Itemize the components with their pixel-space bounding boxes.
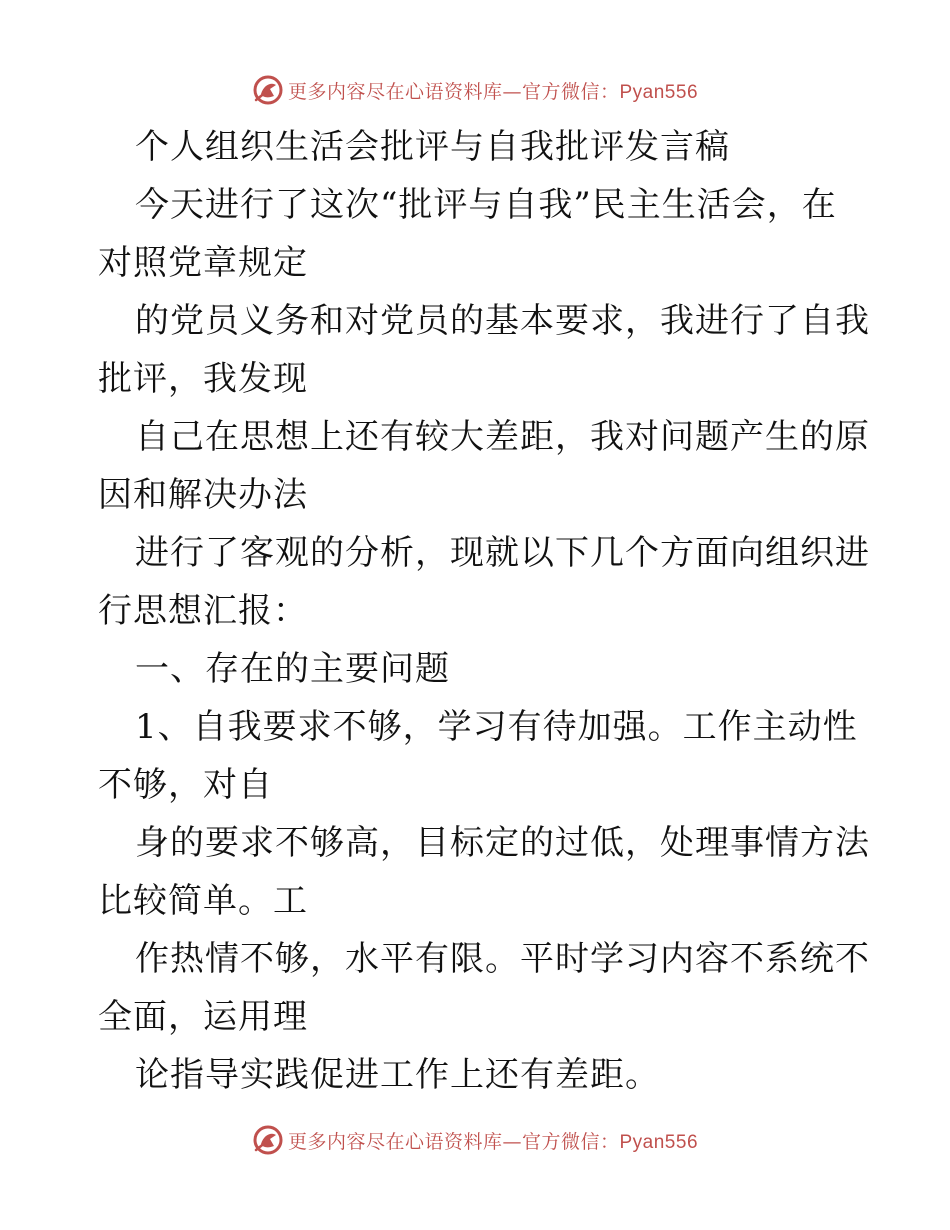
document-line: 因和解决办法	[98, 475, 308, 515]
document-line: 今天进行了这次“批评与自我”民主生活会，在	[135, 185, 837, 225]
document-line: 论指导实践促进工作上还有差距。	[135, 1055, 660, 1095]
footer-banner	[0, 1120, 950, 1160]
wechat-id: Pyan556	[619, 81, 699, 103]
document-line: 身的要求不够高，目标定的过低，处理事情方法	[135, 823, 870, 863]
document-line: 1、自我要求不够，学习有待加强。工作主动性	[135, 707, 858, 747]
banner-text: 更多内容尽在心语资料库—官方微信：Pyan556	[287, 1130, 699, 1153]
document-line: 对照党章规定	[98, 243, 308, 283]
document-line: 进行了客观的分析，现就以下几个方面向组织进	[135, 533, 870, 573]
document-line: 的党员义务和对党员的基本要求，我进行了自我	[135, 301, 870, 341]
header-banner	[0, 70, 950, 110]
document-line: 批评，我发现	[98, 359, 308, 399]
wechat-id: Pyan556	[619, 1131, 699, 1153]
document-line: 个人组织生活会批评与自我批评发言稿	[135, 127, 730, 167]
document-line: 不够，对自	[98, 765, 273, 805]
document-line: 一、存在的主要问题	[135, 649, 450, 689]
brand-logo-icon	[252, 74, 284, 106]
banner-text: 更多内容尽在心语资料库—官方微信：Pyan556	[287, 80, 699, 103]
document-body	[98, 118, 870, 1104]
document-line: 自己在思想上还有较大差距，我对问题产生的原	[135, 417, 870, 457]
document-line: 全面，运用理	[98, 997, 308, 1037]
brand-logo-icon	[252, 1124, 284, 1156]
document-line: 作热情不够，水平有限。平时学习内容不系统不	[135, 939, 870, 979]
document-line: 比较简单。工	[98, 881, 308, 921]
document-line: 行思想汇报：	[98, 591, 308, 631]
